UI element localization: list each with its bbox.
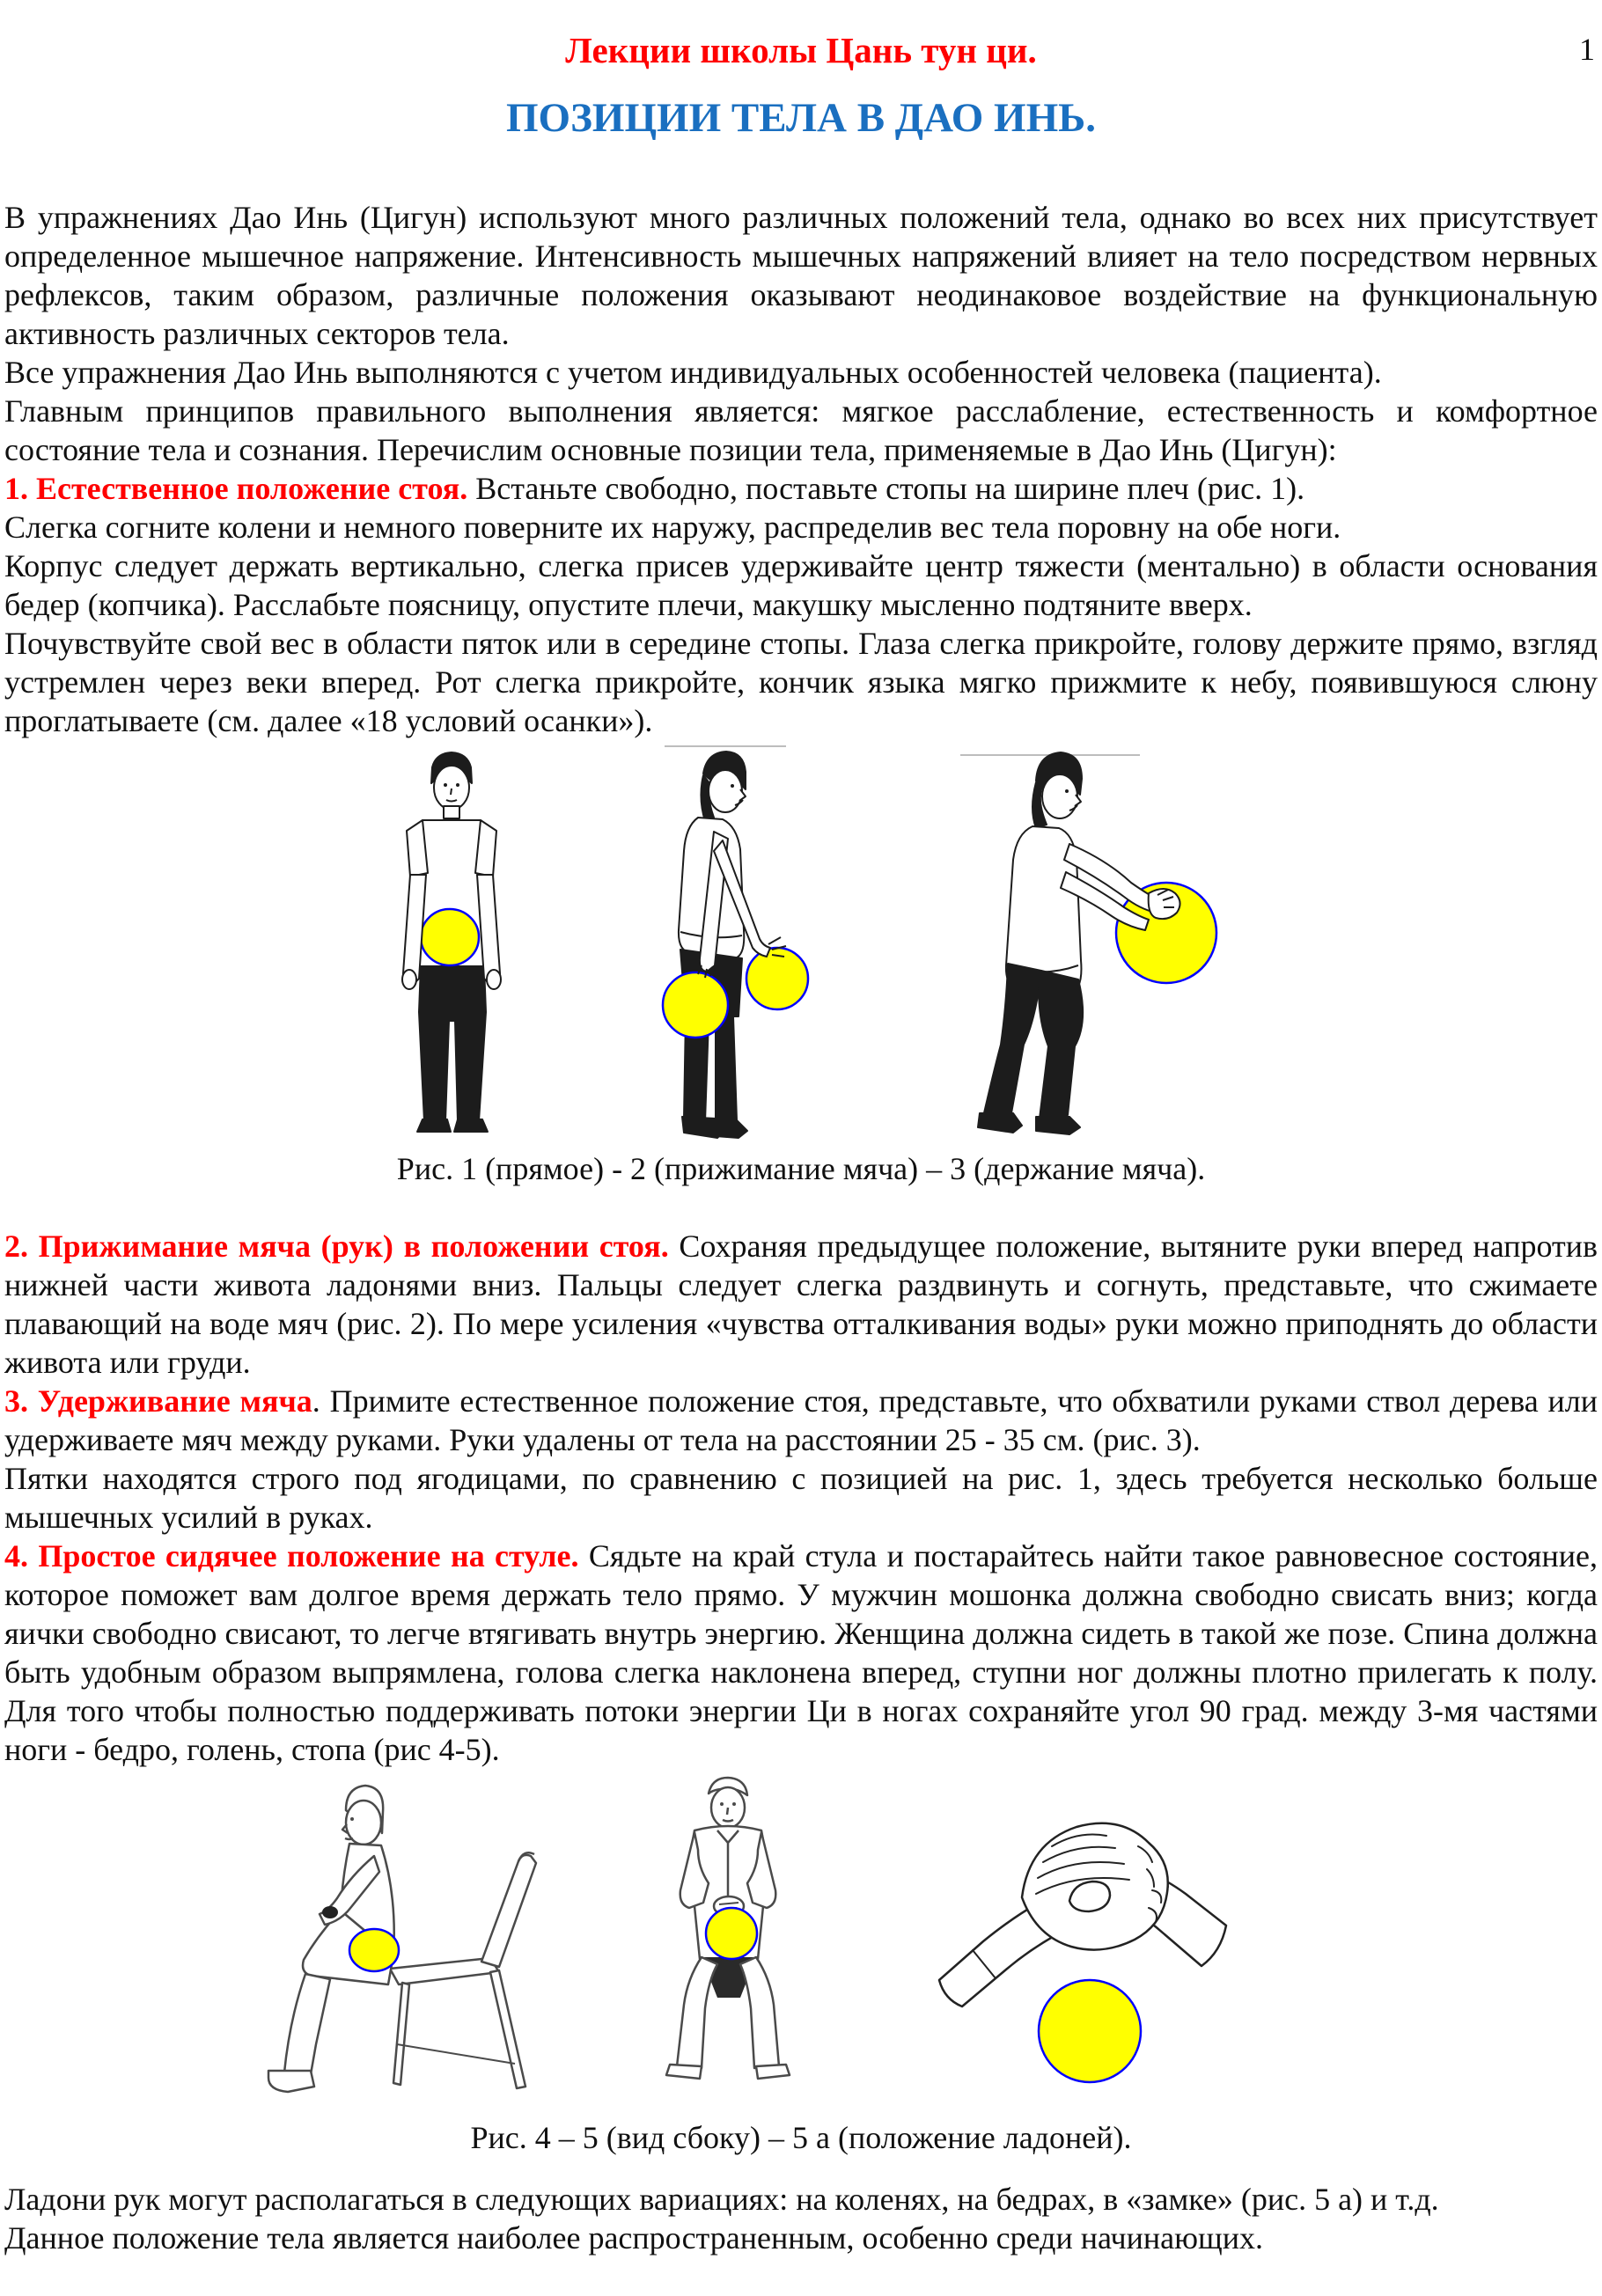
figure-sitting-front xyxy=(647,1776,805,2084)
yellow-ball xyxy=(706,1908,757,1959)
section-3-heading: 3. Удерживание мяча xyxy=(4,1383,312,1419)
chair-leg xyxy=(393,1983,409,2085)
head xyxy=(434,766,469,810)
page-number: 1 xyxy=(1579,32,1595,67)
section-1-lead: Встаньте свободно, поставьте стопы на ширине плеч (рис. 1). xyxy=(467,471,1305,507)
figure-standing-front xyxy=(386,748,526,1140)
figure-sitting-side xyxy=(260,1780,559,2106)
lecture-title: Лекции школы Цань тун ци. xyxy=(565,30,1037,70)
figure-row-1 xyxy=(4,744,1598,1144)
pants xyxy=(419,966,486,1121)
lower-leg xyxy=(284,1974,330,2074)
intro-paragraph-1: В упражнениях Дао Инь (Цигун) используют много различных положений тела, однако во всех них присутствует определенное мышечное напряжение. Интенсивность мышечных напряжений влияет на тело посредством нервных рефлексов, таким образом, различные положения оказывают неодинаковое воздействие на функциональную активность различных секторов тела. xyxy=(4,200,1598,352)
leg xyxy=(677,1957,717,2068)
hands xyxy=(1149,889,1180,919)
shoe xyxy=(666,2065,702,2079)
figure-row-2 xyxy=(4,1774,1598,2113)
page-subtitle: ПОЗИЦИИ ТЕЛА В ДАО ИНЬ. xyxy=(506,95,1096,142)
head xyxy=(709,770,742,812)
section-3-lead: . Примите естественное положение стоя, представьте, что обхватили руками ствол дерева или удерживаете мяч между руками. Руки удалены от тела на расстоянии 25 - 35 см. (рис. 3). xyxy=(4,1383,1598,1458)
yellow-ball xyxy=(349,1929,399,1971)
shoe xyxy=(756,2065,790,2079)
document-page xyxy=(0,30,1602,2296)
section-1-paragraph xyxy=(4,469,1598,508)
shoe xyxy=(268,2071,314,2092)
yellow-ball xyxy=(663,972,728,1038)
section-3-paragraph-2: Пятки находятся строго под ягодицами, по сравнению с позицией на рис. 1, здесь требуется несколько больше мышечных усилий в руках. xyxy=(4,1461,1598,1536)
page-content xyxy=(0,30,1602,2257)
section-2-paragraph xyxy=(4,1227,1598,1382)
intro-paragraph-3: Главным принципов правильного выполнения является: мягкое расслабление, естественность и комфортное состояние тела и сознания. Перечислим основные позиции тела, применяемые в Дао Инь (Цигун): xyxy=(4,393,1598,468)
section-1-heading: 1. Естественное положение стоя. xyxy=(4,471,468,507)
section-1-paragraph-2: Слегка согните колени и немного поверните их наружу, распределив вес тела поровну на обе ноги. xyxy=(4,510,1341,546)
intro-paragraph-2: Все упражнения Дао Инь выполняются с учетом индивидуальных особенностей человека (пациента). xyxy=(4,355,1382,391)
figure-clasped-hands xyxy=(937,1785,1228,2093)
section-1-paragraph-4: Почувствуйте свой вес в области пяток или в середине стопы. Глаза слегка прикройте, голову держите прямо, взгляд устремлен через веки вперед. Рот слегка прикройте, кончик языка мягко прижмите к небу, появившуюся слюну проглатываете (см. далее «18 условий осанки»). xyxy=(4,626,1598,739)
yellow-ball xyxy=(746,948,808,1009)
head xyxy=(1042,774,1077,818)
chair-back xyxy=(481,1855,536,1967)
figure-holding-ball-side xyxy=(937,744,1325,1135)
chair-leg xyxy=(490,1970,525,2088)
section-4-lead: Сядьте на край стула и постарайтесь найти такое равновесное состояние, которое поможет вам долгое время держать тело прямо. У мужчин мошонка должна свободно свисать вниз; когда яички свободно свисают, то легче втягивать внутрь энергию. Женщина должна сидеть в такой же позе. Спина должна быть удобным образом выпрямлена, голова слегка наклонена вперед, ступни ног должны плотно прилегать к полу. Для того чтобы полностью поддерживать потоки энергии Ци в ногах сохраняйте угол 90 град. между 3-мя частями ноги - бедро, голень, стопа (рис 4-5). xyxy=(4,1538,1598,1768)
yellow-ball xyxy=(1039,1980,1141,2082)
section-1-paragraph-3: Корпус следует держать вертикально, слегка присев удерживайте центр тяжести (ментально) в области основания бедер (копчика). Расслабьте поясницу, опустите плечи, макушку мысленно подтяните вверх. xyxy=(4,548,1598,623)
figure-1-caption: Рис. 1 (прямое) - 2 (прижимание мяча) – 3 (держание мяча). xyxy=(396,1151,1206,1187)
leg xyxy=(1039,971,1083,1119)
section-2-lead: Сохраняя предыдущее положение, вытяните руки вперед напротив нижней части живота ладонями вниз. Пальцы следует слегка раздвинуть и согнуть, представьте, что сжимаете плавающий на воде мяч (рис. 2). По мере усиления «чувства отталкивания воды» руки можно приподнять до области живота или груди. xyxy=(4,1229,1598,1381)
leg xyxy=(740,1957,779,2068)
leg xyxy=(983,964,1041,1117)
section-4-paragraph xyxy=(4,1537,1598,1769)
section-3-paragraph xyxy=(4,1382,1598,1459)
hand xyxy=(322,1906,338,1918)
figure-pressing-ball-side xyxy=(629,744,832,1144)
section-4-heading: 4. Простое сидячее положение на стуле. xyxy=(4,1538,579,1574)
figure-2-caption: Рис. 4 – 5 (вид сбоку) – 5 а (положение ладоней). xyxy=(470,2120,1132,2156)
yellow-ball xyxy=(421,909,479,965)
section-2-heading: 2. Прижимание мяча (рук) в положении стоя. xyxy=(4,1229,669,1265)
outro-paragraph-2: Данное положение тела является наиболее распространенным, особенно среди начинающих. xyxy=(4,2220,1264,2256)
outro-paragraph-1: Ладони рук могут располагаться в следующих вариациях: на коленях, на бедрах, в «замке» (рис. 5 а) и т.д. xyxy=(4,2182,1439,2218)
